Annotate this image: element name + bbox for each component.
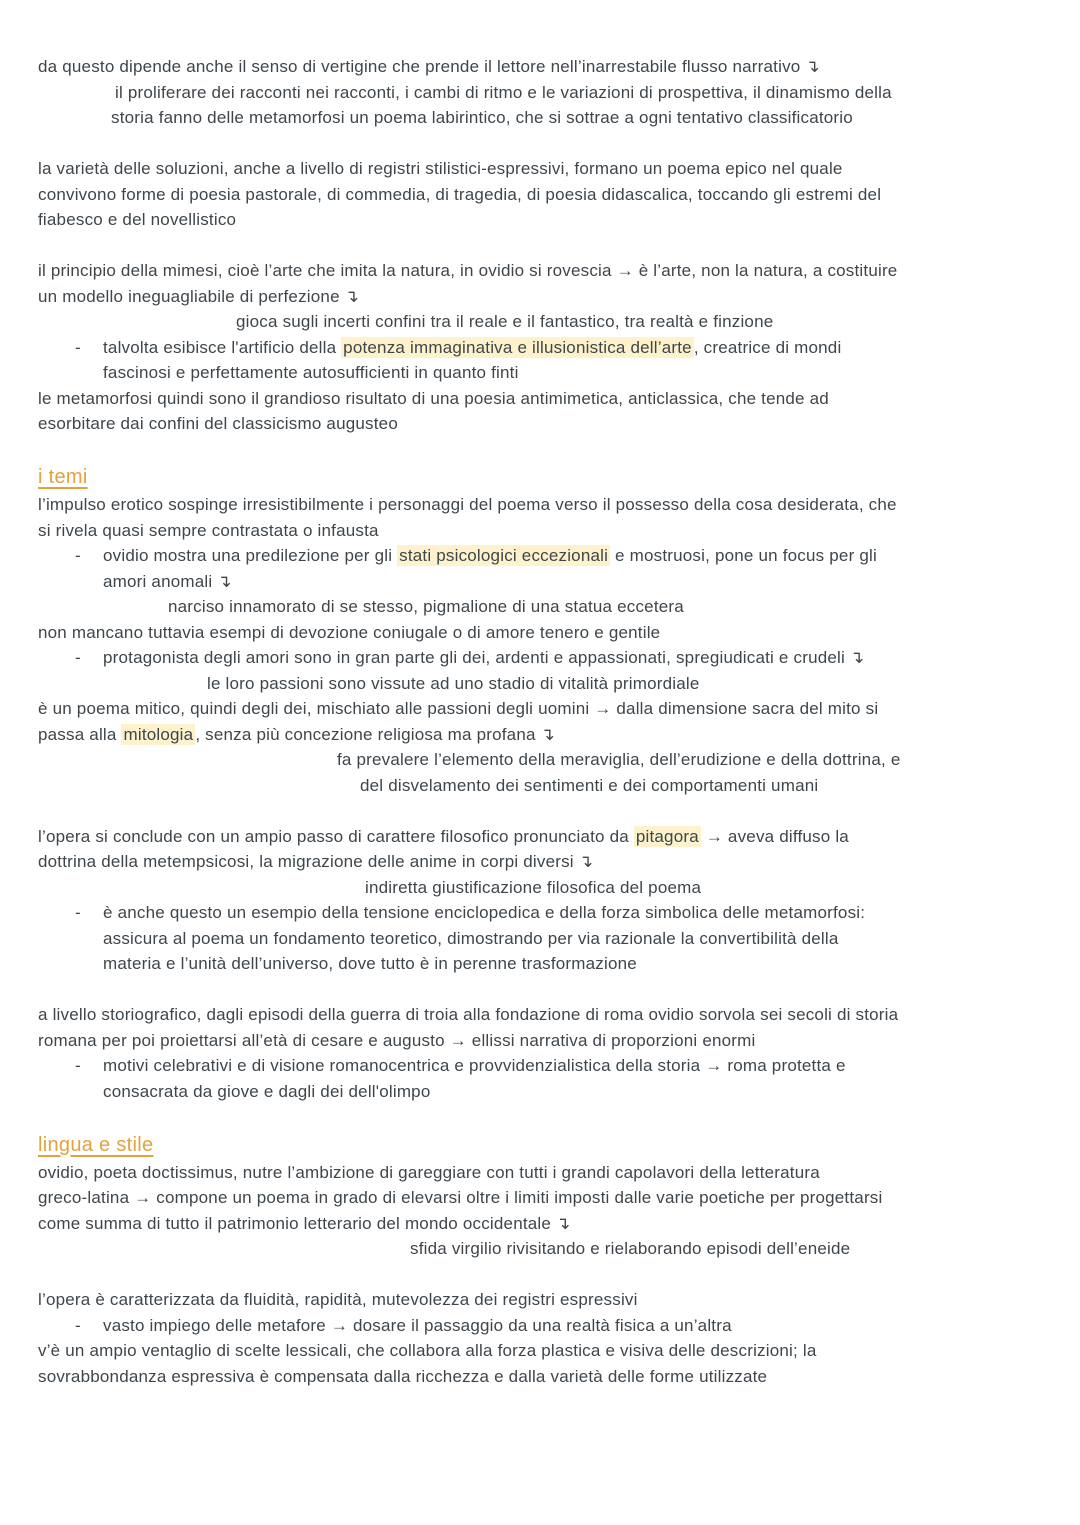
blank-line <box>38 233 1040 259</box>
bullet-dash: - <box>75 1056 81 1075</box>
text-run: la varietà delle soluzioni, anche a livello di registri stilistici-espressivi, formano un poema epico nel quale <box>38 159 843 178</box>
blank-line <box>38 1104 1040 1130</box>
text-line <box>103 1079 1040 1105</box>
text-line <box>38 1364 1040 1390</box>
paragraph <box>38 824 1040 875</box>
section-heading: lingua e stile <box>38 1133 154 1156</box>
blank-line <box>38 798 1040 824</box>
blank-line <box>38 977 1040 1003</box>
text-run: come summa di tutto il patrimonio letterario del mondo occidentale ↴ <box>38 1213 571 1233</box>
paragraph <box>38 696 1040 747</box>
text-line <box>337 747 1040 773</box>
text-line <box>103 543 1040 569</box>
text-line <box>38 284 1040 310</box>
text-run: greco-latina → compone un poema in grado di elevarsi oltre i limiti imposti dalle varie poetiche per progettarsi <box>38 1188 883 1207</box>
text-run: un modello ineguagliabile di perfezione ↴ <box>38 286 360 306</box>
text-run: le loro passioni sono vissute ad uno stadio di vitalità primordiale <box>207 673 700 693</box>
text-line <box>38 849 1040 875</box>
bullet-item <box>38 335 1040 386</box>
paragraph <box>38 258 1040 309</box>
text-line <box>236 309 1040 335</box>
blank-line <box>38 1262 1040 1288</box>
bullet-item <box>38 1053 1040 1104</box>
text-run: l’opera è caratterizzata da fluidità, rapidità, mutevolezza dei registri espressivi <box>38 1290 638 1309</box>
text-run: romana per poi proiettarsi all’età di cesare e augusto → ellissi narrativa di proporzioni enormi <box>38 1030 756 1050</box>
text-line <box>103 360 1040 386</box>
text-run: , creatrice di mondi <box>693 337 842 357</box>
text-line <box>38 411 1040 437</box>
text-run: materia e l’unità dell’universo, dove tutto è in perenne trasformazione <box>103 954 637 973</box>
bullet-dash: - <box>75 1315 81 1335</box>
text-line <box>38 156 1040 182</box>
text-run: passa alla <box>38 724 122 744</box>
text-run: e mostruosi, pone un focus per gli <box>610 546 877 565</box>
text-run: ovidio, poeta doctissimus, nutre l’ambizione di gareggiare con tutti i grandi capolavori della letteratura <box>38 1162 820 1182</box>
paragraph <box>38 492 1040 543</box>
paragraph <box>38 620 1040 646</box>
paragraph <box>38 386 1040 437</box>
text-line <box>103 645 1040 671</box>
bullet-dash: - <box>75 903 81 922</box>
text-run: narciso innamorato di se stesso, pigmalione di una statua eccetera <box>168 597 684 616</box>
text-line <box>38 1287 1040 1313</box>
text-run: amori anomali ↴ <box>103 571 232 591</box>
bullet-dash: - <box>75 337 81 357</box>
text-run: fiabesco e del novellistico <box>38 210 237 229</box>
text-line <box>103 569 1040 595</box>
text-run: a livello storiografico, dagli episodi della guerra di troia alla fondazione di roma ovidio sorvola sei secoli di storia <box>38 1005 899 1024</box>
bullet-item <box>38 900 1040 977</box>
text-run: si rivela quasi sempre contrastata o infausta <box>38 520 379 540</box>
text-run: dottrina della metempsicosi, la migrazione delle anime in corpi diversi ↴ <box>38 852 594 871</box>
text-run: convivono forme di poesia pastorale, di commedia, di tragedia, di poesia didascalica, toccando gli estremi del <box>38 184 882 204</box>
paragraph <box>38 594 1040 620</box>
highlighted-text: pitagora <box>635 826 699 846</box>
paragraph <box>38 54 1040 80</box>
bullet-item <box>38 1313 1040 1339</box>
text-line <box>207 671 1040 697</box>
paragraph <box>38 80 1040 131</box>
text-run: il principio della mimesi, cioè l’arte che imita la natura, in ovidio si rovescia → è l’arte, non la natura, a costituire <box>38 261 898 280</box>
text-line <box>38 492 1040 518</box>
text-run: assicura al poema un fondamento teoretico, dimostrando per via razionale la convertibilità della <box>103 928 839 948</box>
paragraph <box>38 671 1040 697</box>
text-line <box>38 207 1040 233</box>
text-run: sovrabbondanza espressiva è compensata dalla ricchezza e dalla varietà delle forme utilizzate <box>38 1366 768 1386</box>
section-heading: i temi <box>38 466 88 488</box>
text-line <box>38 258 1040 284</box>
text-run: motivi celebrativi e di visione romanocentrica e provvidenzialistica della storia → roma protetta e <box>103 1056 846 1075</box>
paragraph <box>38 309 1040 335</box>
text-run: le metamorfosi quindi sono il grandioso risultato di una poesia antimimetica, anticlassica, che tende ad <box>38 388 829 408</box>
text-line <box>103 951 1040 977</box>
text-line <box>365 875 1040 901</box>
text-run: talvolta esibisce l'artificio della <box>103 337 342 357</box>
paragraph <box>38 156 1040 233</box>
text-line <box>168 594 1040 620</box>
highlighted-text: stati psicologici eccezionali <box>399 546 609 565</box>
text-run: fa prevalere l’elemento della meraviglia, dell’erudizione e della dottrina, e <box>337 750 901 769</box>
text-line <box>38 1211 1040 1237</box>
text-line <box>38 1338 1040 1364</box>
text-run: esorbitare dai confini del classicismo augusteo <box>38 414 398 433</box>
text-line <box>103 335 1040 361</box>
text-run: fascinosi e perfettamente autosufficienti in quanto finti <box>103 363 519 382</box>
text-line <box>38 1160 1040 1186</box>
text-run: sfida virgilio rivisitando e rielaborando episodi dell’eneide <box>410 1239 851 1258</box>
paragraph <box>38 1338 1040 1389</box>
text-line <box>38 620 1040 646</box>
text-run: storia fanno delle metamorfosi un poema labirintico, che si sottrae a ogni tentativo classificatorio <box>111 108 853 127</box>
text-run: → aveva diffuso la <box>700 826 849 846</box>
highlighted-text: potenza immaginativa e illusionistica dell’arte <box>343 337 692 357</box>
paragraph <box>38 747 1040 798</box>
text-line <box>38 386 1040 412</box>
text-line <box>38 1028 1040 1054</box>
text-line <box>38 696 1040 722</box>
bullet-item <box>38 543 1040 594</box>
text-line <box>38 182 1040 208</box>
text-run: da questo dipende anche il senso di vertigine che prende il lettore nell’inarrestabile flusso narrativo ↴ <box>38 57 820 76</box>
text-run: gioca sugli incerti confini tra il reale e il fantastico, tra realtà e finzione <box>236 312 774 331</box>
highlighted-text: mitologia <box>123 724 194 744</box>
bullet-dash: - <box>75 648 81 667</box>
text-line <box>38 824 1040 850</box>
text-run: il proliferare dei racconti nei racconti, i cambi di ritmo e le variazioni di prospettiva, il dinamismo della <box>115 82 892 102</box>
text-run: protagonista degli amori sono in gran parte gli dei, ardenti e appassionati, spregiudicati e crudeli ↴ <box>103 648 865 667</box>
bullet-dash: - <box>75 546 81 565</box>
text-run: ovidio mostra una predilezione per gli <box>103 546 398 565</box>
text-run: l’opera si conclude con un ampio passo di carattere filosofico pronunciato da <box>38 826 634 846</box>
text-run: è un poema mitico, quindi degli dei, mischiato alle passioni degli uomini → dalla dimensione sacra del mito si <box>38 699 879 718</box>
text-line <box>111 105 1040 131</box>
text-run: vasto impiego delle metafore → dosare il passaggio da una realtà fisica a un’altra <box>103 1315 732 1335</box>
paragraph <box>38 875 1040 901</box>
text-run: è anche questo un esempio della tensione enciclopedica e della forza simbolica delle metamorfosi: <box>103 903 866 922</box>
text-run: , senza più concezione religiosa ma profana ↴ <box>195 724 555 744</box>
blank-line <box>38 437 1040 463</box>
text-run: consacrata da giove e dagli dei dell'olimpo <box>103 1081 431 1101</box>
text-line <box>103 1313 1040 1339</box>
text-line <box>38 518 1040 544</box>
blank-line <box>38 131 1040 157</box>
text-line <box>410 1236 1040 1262</box>
text-line <box>103 900 1040 926</box>
text-line <box>38 54 1040 80</box>
text-line <box>38 722 1040 748</box>
text-line <box>38 1002 1040 1028</box>
text-run: indiretta giustificazione filosofica del poema <box>365 877 702 897</box>
paragraph <box>38 1160 1040 1237</box>
text-run: del disvelamento dei sentimenti e dei comportamenti umani <box>360 775 819 795</box>
text-line <box>360 773 1040 799</box>
bullet-item <box>38 645 1040 671</box>
text-run: l’impulso erotico sospinge irresistibilmente i personaggi del poema verso il possesso della cosa desiderata, che <box>38 495 897 514</box>
text-line <box>103 1053 1040 1079</box>
text-run: v’è un ampio ventaglio di scelte lessicali, che collabora alla forza plastica e visiva delle descrizioni; la <box>38 1341 817 1360</box>
text-line <box>115 80 1040 106</box>
paragraph <box>38 1287 1040 1313</box>
paragraph <box>38 1236 1040 1262</box>
text-run: non mancano tuttavia esempi di devozione coniugale o di amore tenero e gentile <box>38 622 661 642</box>
text-line <box>103 926 1040 952</box>
text-line <box>38 1185 1040 1211</box>
paragraph <box>38 1002 1040 1053</box>
